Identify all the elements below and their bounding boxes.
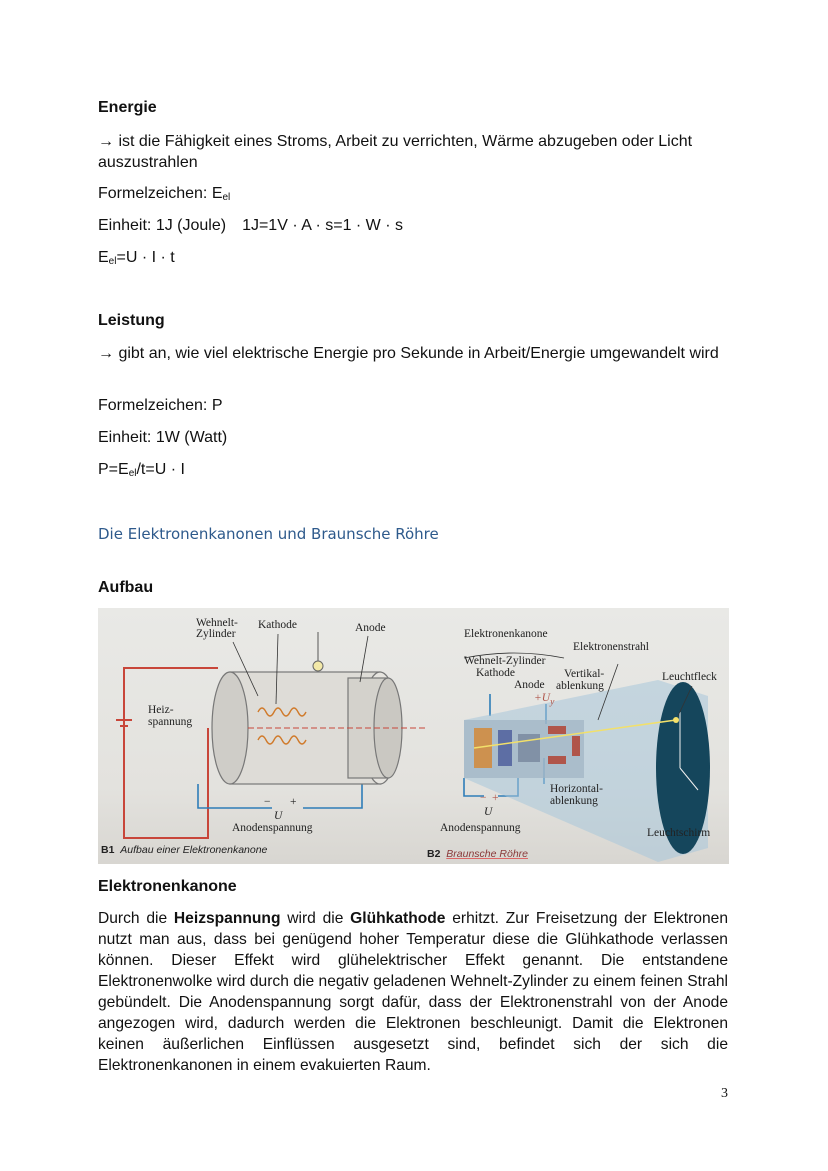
energie-heading: Energie bbox=[98, 99, 157, 116]
b2-label-elektronenkanone: Elektronenkanone bbox=[464, 628, 548, 640]
b2-label-leuchtschirm: Leuchtschirm bbox=[647, 827, 711, 839]
b1-label-anode: Anode bbox=[355, 622, 386, 634]
leistung-einheit: Einheit: 1W (Watt) bbox=[98, 429, 228, 446]
b2-label-uy: $+U_y$ bbox=[534, 692, 555, 708]
b1-circuit bbox=[116, 668, 218, 838]
b2-label-elektronenstrahl: Elektronenstrahl bbox=[573, 641, 650, 653]
b2-label-vertikal: Vertikal- bbox=[564, 668, 605, 680]
aufbau-heading: Aufbau bbox=[98, 579, 154, 596]
page-number: 3 bbox=[721, 1086, 728, 1101]
energie-definition: → ist die Fähigkeit eines Stroms, Arbeit zu verrichten, Wärme abzugeben oder Licht auszustrahlen bbox=[98, 133, 693, 171]
b2-label-ablenkung: ablenkung bbox=[556, 680, 604, 692]
leistung-definition: → gibt an, wie viel elektrische Energie pro Sekunde in Arbeit/Energie umgewandelt wird bbox=[98, 345, 719, 362]
b2-label-anodenspannung: Anodenspannung bbox=[440, 822, 521, 834]
b2-label-leuchtfleck: Leuchtfleck bbox=[662, 671, 717, 683]
leistung-formelzeichen: Formelzeichen: P bbox=[98, 397, 223, 414]
b1-label-wehnelt: Wehnelt- Zylinder bbox=[196, 617, 238, 640]
b2-spot bbox=[673, 717, 679, 723]
b1-lamp bbox=[313, 661, 323, 671]
figure-photo bbox=[98, 608, 729, 864]
b1-label-minus: − bbox=[264, 796, 271, 808]
elektronenkanone-paragraph: Durch die Heizspannung wird die Glühkathode erhitzt. Zur Freisetzung der Elektronen nutzt man aus, dass bei genügend hoher Temperatur diese die Glühkathode verlassen können. Dieser Effekt wird glühelektrischer Effekt genannt. Die entstandene Elektronenwolke wird durch die negativ geladenen Wehnelt-Zylinder zu einem feinen Strahl gebündelt. Die Anodenspannung sorgt dafür, dass der Elektronenstrahl von der Anode angezogen wird, dadurch werden die Elektronen beschleunigt. Damit die Elektronen keinen äußerlichen Einflüssen ausgesetzt sind, befindet sich der sich die Elektronenkanonen in einem evakuierten Raum. bbox=[98, 910, 728, 1074]
b2-label-minus: − bbox=[480, 792, 487, 804]
b1-label-heizspannung: Heiz- spannung bbox=[148, 704, 193, 728]
section-title: Die Elektronenkanonen und Braunsche Röhre bbox=[98, 525, 439, 543]
b1-label-plus: + bbox=[290, 796, 297, 808]
energie-formelzeichen: Formelzeichen: $E_{el}$ bbox=[98, 185, 231, 203]
b2-label-wehnelt: Wehnelt-Zylinder bbox=[464, 655, 546, 667]
b2-label-anode: Anode bbox=[514, 679, 545, 691]
leistung-heading: Leistung bbox=[98, 312, 165, 329]
b2-label-horizontal: Horizontal- ablenkung bbox=[550, 783, 604, 807]
energie-formel: $E_{el}=U \cdot I \cdot t$ bbox=[98, 249, 175, 267]
b1-label-kathode: Kathode bbox=[258, 619, 297, 631]
b2-caption: B2 Braunsche Röhre bbox=[427, 848, 528, 860]
b1-label-u: U bbox=[274, 810, 283, 822]
energie-einheit: Einheit: 1J (Joule) 1J=1V · A · s=1 · W · s bbox=[98, 217, 403, 234]
b1-caption: B1 Aufbau einer Elektronenkanone bbox=[101, 844, 268, 856]
b2-label-u: U bbox=[484, 806, 493, 818]
elektronenkanone-heading: Elektronenkanone bbox=[98, 878, 237, 895]
b1-label-anodenspannung: Anodenspannung bbox=[232, 822, 313, 834]
leistung-formel: $P=E_{el}/t=U \cdot I$ bbox=[98, 461, 185, 479]
b2-label-plus: + bbox=[492, 792, 499, 804]
b2-label-kathode: Kathode bbox=[476, 667, 515, 679]
